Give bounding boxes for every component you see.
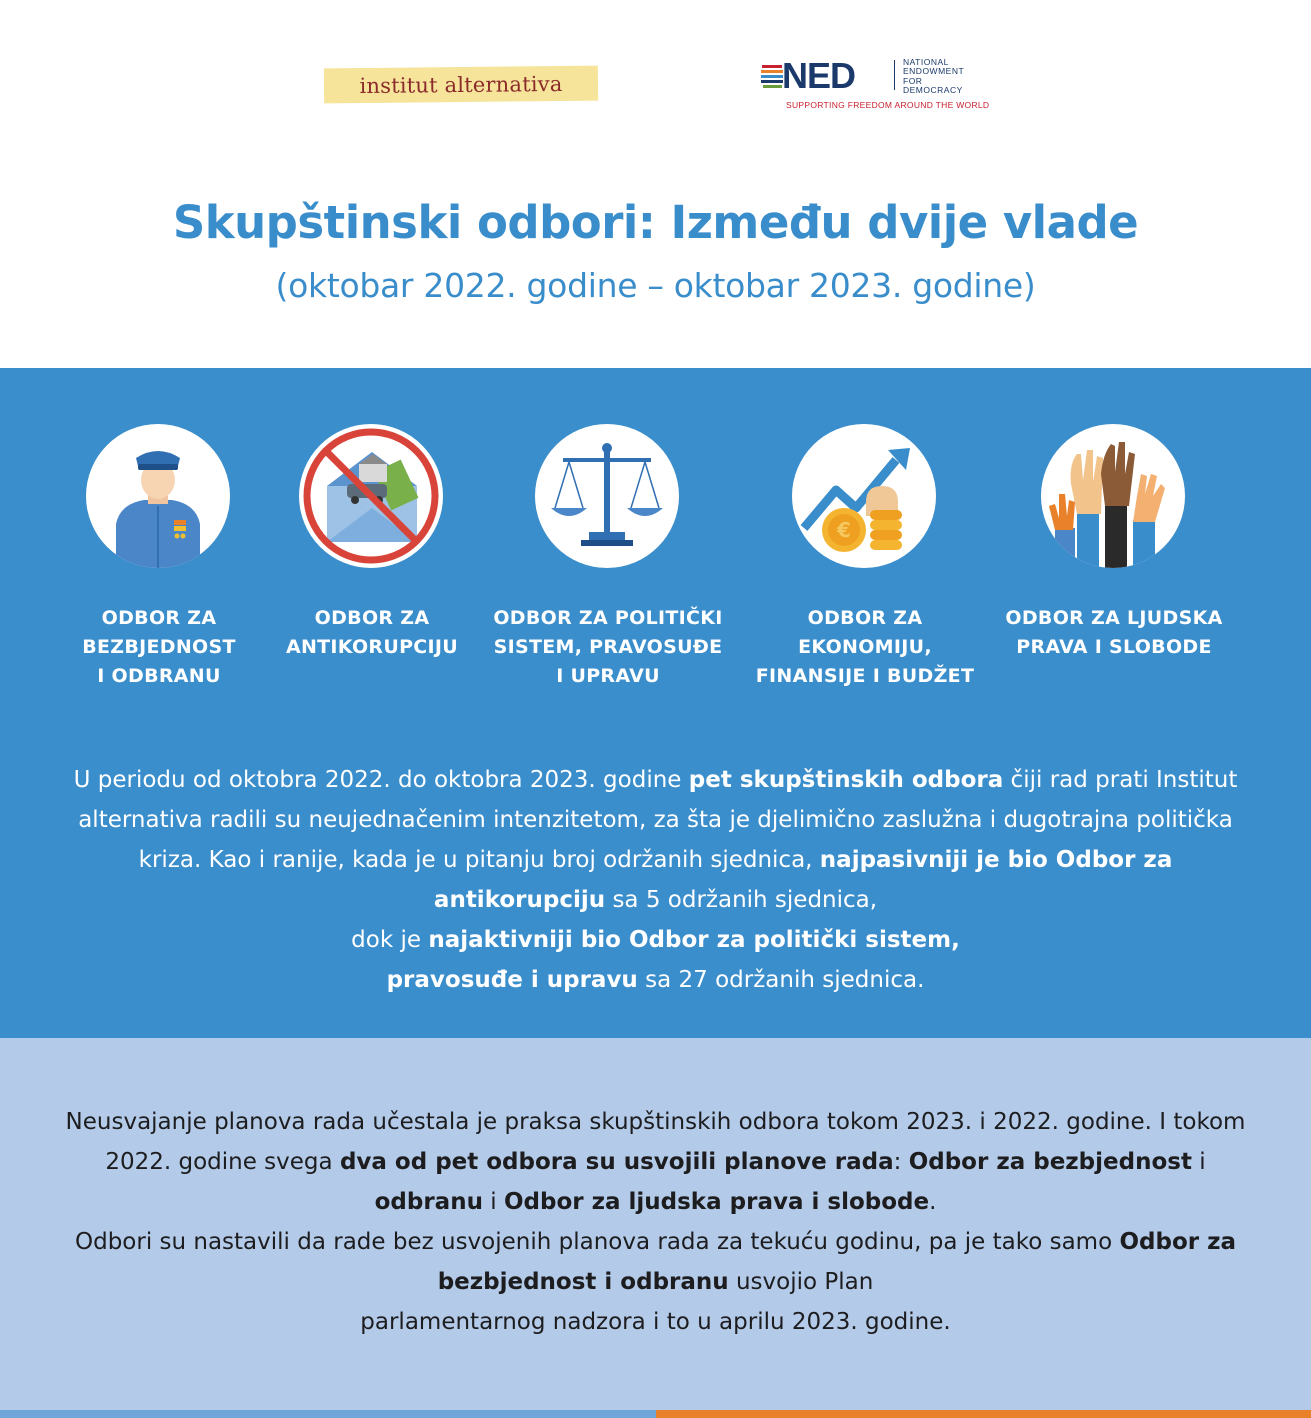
committee-icon-circle xyxy=(299,424,443,568)
header xyxy=(0,0,1311,368)
committee-icon-circle xyxy=(535,424,679,568)
svg-text:€: € xyxy=(837,518,851,542)
ned-wordmark xyxy=(782,54,855,98)
committee-label: ODBOR ZA ANTIKORUPCIJU xyxy=(285,607,459,658)
institut-alternativa-logo xyxy=(324,66,598,104)
footer-bar-blue xyxy=(0,1410,656,1418)
ned-tagline: SUPPORTING FREEDOM AROUND THE WORLD xyxy=(786,100,990,110)
ned-name-line: DEMOCRACY xyxy=(903,84,963,95)
economy-growth-icon xyxy=(792,424,936,568)
page-subtitle: (oktobar 2022. godine – oktobar 2023. godine) xyxy=(275,266,1036,305)
committee-icon-circle xyxy=(1041,424,1185,568)
plans-text: i xyxy=(1191,1149,1206,1175)
plans-highlight: Odbor za bezbjednost xyxy=(908,1149,1192,1175)
ned-logo xyxy=(760,56,990,114)
summary-text: čiji rad prati Institut alternativa radili su neujednačenim intenzitetom, za šta je djelimično zaslužna i dugotrajna politička kriza. Kao i ranije, kada je u pitanju broj održanih sjednica, xyxy=(78,767,1238,873)
work-plans-section xyxy=(0,1038,1311,1410)
committee-label: ODBOR ZA BEZBJEDNOST I ODBRANU xyxy=(82,607,236,687)
anti-corruption-icon xyxy=(299,424,443,568)
plans-highlight: Odbor za bezbjednost i odbranu xyxy=(437,1229,1237,1295)
ned-separator xyxy=(894,60,895,90)
ned-wordmark-text: NED xyxy=(782,55,856,96)
page-title: Skupštinski odbori: Između dvije vlade xyxy=(172,196,1139,249)
institut-alternativa-logo-text: institut alternativa xyxy=(359,71,563,98)
plans-text: Odbori su nastavili da rade bez usvojenih planova rada za tekuću godinu, pa je tako samo xyxy=(74,1229,1120,1255)
plans-text: parlamentarnog nadzora i to u aprilu 2023. godine. xyxy=(360,1309,951,1335)
plans-highlight: Odbor za ljudska prava i slobode xyxy=(503,1189,930,1215)
summary-highlight: pravosuđe i upravu xyxy=(386,967,638,993)
ned-name-line: ENDOWMENT xyxy=(903,66,965,77)
scales-of-justice-icon xyxy=(535,424,679,568)
ned-name-line: FOR xyxy=(903,75,923,86)
plans-text: usvojio Plan xyxy=(728,1269,874,1295)
committees-section xyxy=(0,368,1311,1038)
plans-highlight: dva od pet odbora su usvojili planove rada xyxy=(339,1149,894,1175)
committee-icon-circle xyxy=(86,424,230,568)
summary-text: sa 5 održanih sjednica, xyxy=(605,887,878,913)
plans-text: Neusvajanje planova rada učestala je praksa skupštinskih odbora tokom 2023. i 2022. godine. I tokom 2022. godine svega xyxy=(65,1109,1246,1175)
summary-text: dok je xyxy=(351,927,429,953)
committee-label: ODBOR ZA POLITIČKI SISTEM, PRAVOSUĐE I UPRAVU xyxy=(493,607,723,687)
footer-bar-orange xyxy=(656,1410,1311,1418)
summary-text: U periodu od oktobra 2022. do oktobra 2023. godine xyxy=(73,767,689,793)
ned-full-name xyxy=(903,58,993,95)
summary-highlight: pet skupštinskih odbora xyxy=(688,767,1004,793)
plans-text: i xyxy=(482,1189,504,1215)
plans-highlight: odbranu xyxy=(374,1189,483,1215)
soldier-icon xyxy=(86,424,230,568)
summary-text: sa 27 održanih sjednica. xyxy=(637,967,925,993)
ned-name-line: NATIONAL xyxy=(903,57,949,67)
summary-paragraph xyxy=(60,760,1251,1000)
work-plans-paragraph xyxy=(60,1102,1251,1342)
plans-text: : xyxy=(893,1149,909,1175)
plans-text: . xyxy=(929,1189,937,1215)
committee-label: ODBOR ZA LJUDSKA PRAVA I SLOBODE xyxy=(1005,607,1223,658)
committee-icon-circle xyxy=(792,424,936,568)
summary-highlight: najaktivniji bio Odbor za politički sistem, xyxy=(428,927,960,953)
raised-hands-icon xyxy=(1041,424,1185,568)
summary-highlight: najpasivniji je bio Odbor za antikorupciju xyxy=(433,847,1173,913)
committee-label: ODBOR ZA EKONOMIJU, FINANSIJE I BUDŽET xyxy=(755,607,975,687)
